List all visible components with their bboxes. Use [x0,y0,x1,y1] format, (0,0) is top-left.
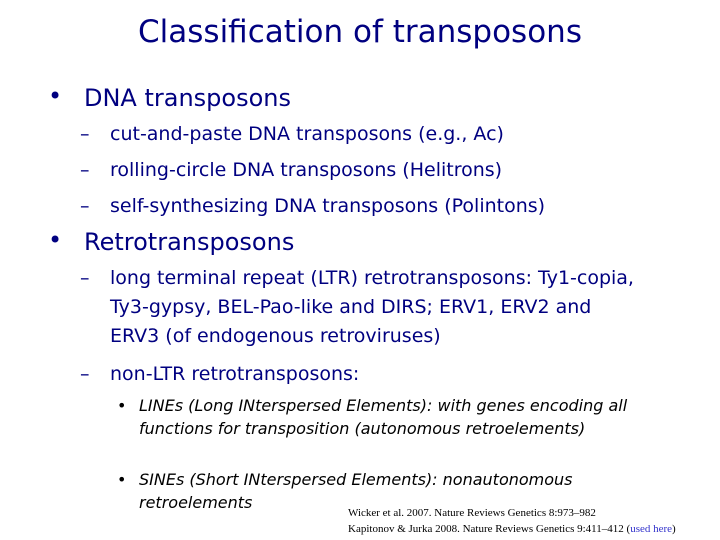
reference-2 [348,523,676,535]
list-item-text: cut-and-paste DNA transposons (e.g., Ac) [110,123,504,145]
list-item-text: non-LTR retrotransposons: [110,363,360,385]
reference-1: Wicker et al. 2007. Nature Reviews Genetics 8:973–982 [348,507,596,519]
bullet-icon: • [48,226,63,254]
bullet-icon: • [117,470,127,489]
bullet-icon: • [117,396,127,415]
sub-list-item-text: SINEs (Short INterspersed Elements): nonautonomous retroelements [139,470,573,512]
used-here-link[interactable]: used here [630,523,673,535]
section-heading: DNA transposons [84,84,291,112]
dash-icon: – [80,267,90,289]
slide-title: Classification of transposons [138,14,582,50]
dash-icon: – [80,363,90,385]
list-item-text: self-synthesizing DNA transposons (Polintons) [110,195,546,217]
list-item [80,156,680,185]
list-item-text: rolling-circle DNA transposons (Helitrons) [110,159,503,181]
list-item [80,120,680,149]
section-retrotransposons [50,228,294,256]
list-item-text: long terminal repeat (LTR) retrotransposons: Ty1-copia, Ty3-gypsy, BEL-Pao-like and DIRS; ERV1, ERV2 and ERV3 (of endogenous retroviruses) [110,267,634,347]
dash-icon: – [80,123,90,145]
bullet-icon: • [48,82,63,110]
dash-icon: – [80,195,90,217]
section-heading: Retrotransposons [84,228,295,256]
list-item [80,360,680,389]
dash-icon: – [80,159,90,181]
list-item [80,192,680,221]
reference-2-end: ) [672,523,676,535]
sub-list-item-text: LINEs (Long INterspersed Elements): with genes encoding all functions for transposition (autonomous retroelements) [139,396,628,438]
section-dna-transposons [50,84,291,112]
sub-list-item [117,394,657,440]
list-item [80,264,640,351]
reference-2-text: Kapitonov & Jurka 2008. Nature Reviews Genetics 9:411–412 ( [348,523,631,535]
